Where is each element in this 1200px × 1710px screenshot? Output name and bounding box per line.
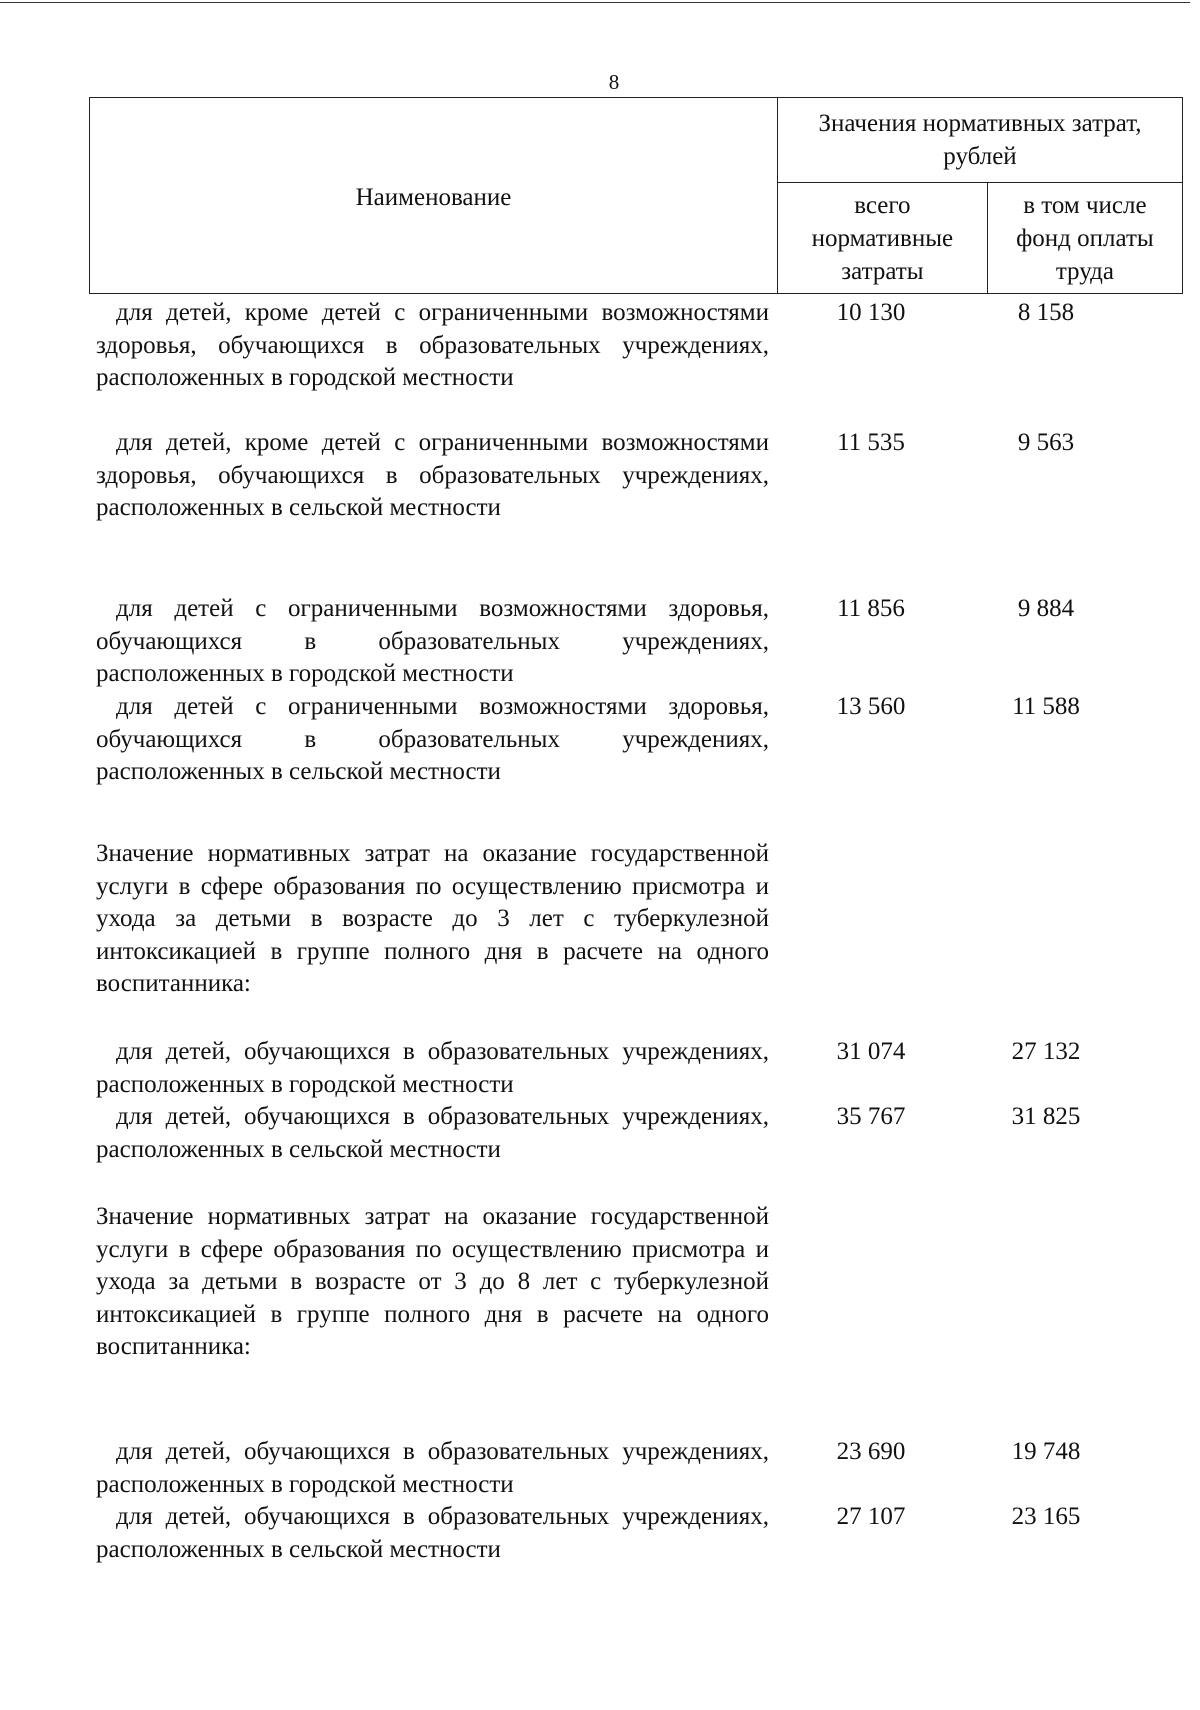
row-total-value: 27 107 xyxy=(836,1503,906,1530)
header-total-costs: всего нормативные затраты xyxy=(778,183,988,294)
row-total-value: 13 560 xyxy=(836,693,906,720)
row-total-value: 23 690 xyxy=(836,1438,906,1465)
table-header xyxy=(89,97,1183,294)
row-total-value: 10 130 xyxy=(836,299,906,326)
row-label: для детей, кроме детей с ограниченными возможностями здоровья, обучающихся в образовательных учреждениях, расположенных в сельской местности xyxy=(96,429,769,521)
row-payroll-value: 8 158 xyxy=(1017,299,1075,326)
row-payroll-value: 23 165 xyxy=(1011,1503,1081,1530)
row-payroll-value: 27 132 xyxy=(1011,1038,1081,1065)
top-rule xyxy=(0,2,1190,3)
section-heading: Значение нормативных затрат на оказание государственной услуги в сфере образования по осуществлению присмотра и ухода за детьми в возрасте до 3 лет с туберкулезной интоксикацией в группе полного дня в расчете на одного воспитанника: xyxy=(96,840,769,997)
row-payroll-value: 31 825 xyxy=(1011,1103,1081,1130)
header-name: Наименование xyxy=(90,98,778,294)
row-label: для детей, обучающихся в образовательных учреждениях, расположенных в городской местности xyxy=(96,1038,769,1098)
row-payroll-value: 19 748 xyxy=(1011,1438,1081,1465)
row-label: для детей с ограниченными возможностями здоровья, обучающихся в образовательных учреждениях, расположенных в сельской местности xyxy=(96,693,769,785)
section-heading: Значение нормативных затрат на оказание государственной услуги в сфере образования по осуществлению присмотра и ухода за детьми в возрасте от 3 до 8 лет с туберкулезной интоксикацией в группе полного дня в расчете на одного воспитанника: xyxy=(96,1203,769,1360)
page-number: 8 xyxy=(608,70,620,94)
row-total-value: 11 856 xyxy=(837,595,905,622)
header-values-group: Значения нормативных затрат, рублей xyxy=(778,98,1183,183)
row-label: для детей с ограниченными возможностями здоровья, обучающихся в образовательных учреждениях, расположенных в городской местности xyxy=(96,595,769,687)
row-label: для детей, кроме детей с ограниченными возможностями здоровья, обучающихся в образовательных учреждениях, расположенных в городской местности xyxy=(96,299,769,391)
row-label: для детей, обучающихся в образовательных учреждениях, расположенных в сельской местности xyxy=(96,1503,769,1563)
row-payroll-value: 9 884 xyxy=(1017,595,1075,622)
row-label: для детей, обучающихся в образовательных учреждениях, расположенных в сельской местности xyxy=(96,1103,769,1163)
row-payroll-value: 9 563 xyxy=(1017,429,1075,456)
row-payroll-value: 11 588 xyxy=(1012,693,1080,720)
row-total-value: 11 535 xyxy=(837,429,905,456)
row-label: для детей, обучающихся в образовательных учреждениях, расположенных в городской местности xyxy=(96,1438,769,1498)
header-payroll-fund: в том числе фонд оплаты труда xyxy=(987,183,1182,294)
row-total-value: 35 767 xyxy=(836,1103,906,1130)
row-total-value: 31 074 xyxy=(836,1038,906,1065)
